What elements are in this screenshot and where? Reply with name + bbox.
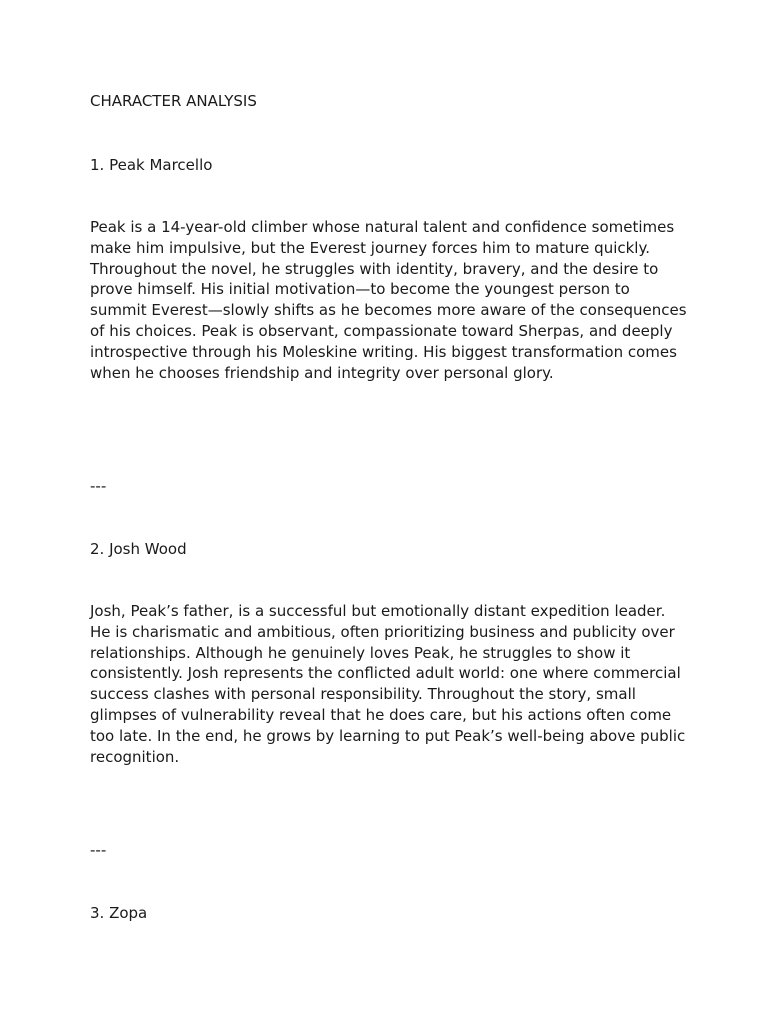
section-body-peak: Peak is a 14-year-old climber whose natural talent and confidence sometimes make him impulsive, but the Everest journey forces him to mature quickly. Throughout the novel, he struggles with identity, bravery, and the desire to prove himself. His initial motivation—to become the youngest person to summit Everest—slowly shifts as he becomes more aware of the consequences of his choices. Peak is observant, compassionate toward Sherpas, and deeply introspective through his Moleskine writing. His biggest transformation comes when he chooses friendship and integrity over personal glory.	[90, 218, 687, 382]
section-title-zopa: 3. Zopa	[90, 904, 148, 922]
section-title-josh: 2. Josh Wood	[90, 540, 187, 558]
separator: ---	[90, 477, 107, 495]
separator: ---	[90, 841, 107, 859]
document-heading: CHARACTER ANALYSIS	[90, 92, 257, 110]
section-body-josh: Josh, Peak’s father, is a successful but emotionally distant expedition leader. He is charismatic and ambitious, often prioritizing business and publicity over relationships. Although he genuinely loves Peak, he struggles to show it consistently. Josh represents the conflicted adult world: one where commercial success clashes with personal responsibility. Throughout the story, small glimpses of vulnerability reveal that he does care, but his actions often come too late. In the end, he grows by learning to put Peak’s well-being above public recognition.	[90, 602, 686, 766]
section-title-peak: 1. Peak Marcello	[90, 156, 213, 174]
